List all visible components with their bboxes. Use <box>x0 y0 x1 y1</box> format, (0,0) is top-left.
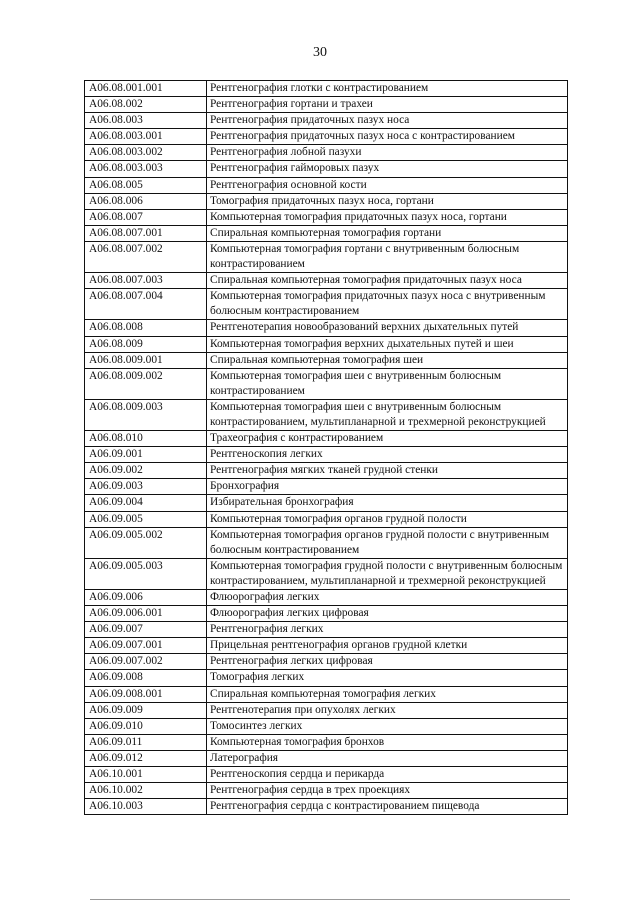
service-code-cell: A06.08.007.002 <box>85 241 207 272</box>
table-row <box>85 289 568 320</box>
service-name-cell: Компьютерная томография органов грудной полости с внутривенным болюсным контрастированием <box>207 527 568 558</box>
table-row <box>85 336 568 352</box>
service-code-cell: A06.09.002 <box>85 463 207 479</box>
service-name-cell: Компьютерная томография придаточных пазух носа, гортани <box>207 209 568 225</box>
service-name-cell: Компьютерная томография бронхов <box>207 734 568 750</box>
table-row <box>85 225 568 241</box>
service-code-cell: A06.09.001 <box>85 447 207 463</box>
table-row <box>85 558 568 589</box>
service-name-cell: Рентгеноскопия легких <box>207 447 568 463</box>
service-name-cell: Рентгенография сердца с контрастированием пищевода <box>207 799 568 815</box>
service-code-cell: A06.09.004 <box>85 495 207 511</box>
service-name-cell: Компьютерная томография гортани с внутривенным болюсным контрастированием <box>207 241 568 272</box>
service-name-cell: Спиральная компьютерная томография легких <box>207 686 568 702</box>
service-code-cell: A06.09.011 <box>85 734 207 750</box>
service-name-cell: Томография легких <box>207 670 568 686</box>
table-row <box>85 734 568 750</box>
service-code-cell: A06.08.005 <box>85 177 207 193</box>
table-row <box>85 702 568 718</box>
table-row <box>85 129 568 145</box>
service-code-cell: A06.09.007.001 <box>85 638 207 654</box>
service-code-cell: A06.08.007 <box>85 209 207 225</box>
table-row <box>85 447 568 463</box>
service-name-cell: Избирательная бронхография <box>207 495 568 511</box>
table-row <box>85 193 568 209</box>
service-name-cell: Рентгенография гайморовых пазух <box>207 161 568 177</box>
table-row <box>85 97 568 113</box>
services-table <box>84 80 568 815</box>
service-name-cell: Компьютерная томография шеи с внутривенным болюсным контрастированием, мультипланарной и трехмерной реконструкцией <box>207 399 568 430</box>
service-name-cell: Рентгенография глотки с контрастированием <box>207 81 568 97</box>
table-row <box>85 622 568 638</box>
page-number: 30 <box>313 45 327 60</box>
service-name-cell: Томография придаточных пазух носа, гортани <box>207 193 568 209</box>
service-name-cell: Компьютерная томография шеи с внутривенным болюсным контрастированием <box>207 368 568 399</box>
service-code-cell: A06.09.005 <box>85 511 207 527</box>
table-row <box>85 209 568 225</box>
service-code-cell: A06.08.006 <box>85 193 207 209</box>
service-code-cell: A06.09.007 <box>85 622 207 638</box>
table-row <box>85 495 568 511</box>
service-name-cell: Рентгенография легких <box>207 622 568 638</box>
service-code-cell: A06.10.001 <box>85 767 207 783</box>
table-row <box>85 511 568 527</box>
service-code-cell: A06.08.003.003 <box>85 161 207 177</box>
service-name-cell: Рентгенография гортани и трахеи <box>207 97 568 113</box>
service-name-cell: Рентгенография сердца в трех проекциях <box>207 783 568 799</box>
table-row <box>85 527 568 558</box>
service-name-cell: Компьютерная томография органов грудной полости <box>207 511 568 527</box>
service-name-cell: Спиральная компьютерная томография гортани <box>207 225 568 241</box>
table-row <box>85 368 568 399</box>
service-code-cell: A06.08.003 <box>85 113 207 129</box>
service-name-cell: Рентгенография придаточных пазух носа с контрастированием <box>207 129 568 145</box>
table-row <box>85 767 568 783</box>
service-name-cell: Компьютерная томография придаточных пазух носа с внутривенным болюсным контрастированием <box>207 289 568 320</box>
service-code-cell: A06.08.009.002 <box>85 368 207 399</box>
service-code-cell: A06.09.008.001 <box>85 686 207 702</box>
table-row <box>85 463 568 479</box>
service-code-cell: A06.09.010 <box>85 718 207 734</box>
service-name-cell: Томосинтез легких <box>207 718 568 734</box>
service-name-cell: Флюорография легких <box>207 590 568 606</box>
service-code-cell: A06.08.009 <box>85 336 207 352</box>
service-code-cell: A06.08.007.004 <box>85 289 207 320</box>
service-code-cell: A06.09.006 <box>85 590 207 606</box>
service-name-cell: Трахеография с контрастированием <box>207 431 568 447</box>
service-code-cell: A06.09.009 <box>85 702 207 718</box>
service-name-cell: Рентгеноскопия сердца и перикарда <box>207 767 568 783</box>
table-row <box>85 783 568 799</box>
table-row <box>85 352 568 368</box>
service-code-cell: A06.09.012 <box>85 750 207 766</box>
table-row <box>85 145 568 161</box>
service-code-cell: A06.08.010 <box>85 431 207 447</box>
service-code-cell: A06.08.008 <box>85 320 207 336</box>
service-code-cell: A06.08.002 <box>85 97 207 113</box>
service-code-cell: A06.09.008 <box>85 670 207 686</box>
table-row <box>85 113 568 129</box>
table-row <box>85 241 568 272</box>
service-code-cell: A06.09.005.003 <box>85 558 207 589</box>
service-code-cell: A06.09.006.001 <box>85 606 207 622</box>
service-code-cell: A06.09.005.002 <box>85 527 207 558</box>
service-code-cell: A06.10.003 <box>85 799 207 815</box>
table-row <box>85 81 568 97</box>
service-name-cell: Компьютерная томография грудной полости с внутривенным болюсным контрастированием, мультипланарной и трехмерной реконструкцией <box>207 558 568 589</box>
service-code-cell: A06.08.009.003 <box>85 399 207 430</box>
table-row <box>85 654 568 670</box>
service-code-cell: A06.08.003.002 <box>85 145 207 161</box>
table-row <box>85 799 568 815</box>
service-code-cell: A06.09.003 <box>85 479 207 495</box>
table-row <box>85 686 568 702</box>
service-name-cell: Рентгенография придаточных пазух носа <box>207 113 568 129</box>
table-row <box>85 638 568 654</box>
table-row <box>85 177 568 193</box>
service-name-cell: Рентгенография мягких тканей грудной стенки <box>207 463 568 479</box>
service-code-cell: A06.09.007.002 <box>85 654 207 670</box>
service-name-cell: Латерография <box>207 750 568 766</box>
table-row <box>85 670 568 686</box>
services-table-body <box>85 81 568 815</box>
service-name-cell: Компьютерная томография верхних дыхательных путей и шеи <box>207 336 568 352</box>
service-name-cell: Рентгенотерапия при опухолях легких <box>207 702 568 718</box>
table-row <box>85 606 568 622</box>
service-name-cell: Бронхография <box>207 479 568 495</box>
service-code-cell: A06.08.007.001 <box>85 225 207 241</box>
service-code-cell: A06.08.003.001 <box>85 129 207 145</box>
table-row <box>85 273 568 289</box>
table-row <box>85 161 568 177</box>
service-code-cell: A06.08.007.003 <box>85 273 207 289</box>
service-name-cell: Рентгенография основной кости <box>207 177 568 193</box>
table-row <box>85 320 568 336</box>
service-name-cell: Рентгенотерапия новообразований верхних дыхательных путей <box>207 320 568 336</box>
table-row <box>85 750 568 766</box>
service-name-cell: Рентгенография лобной пазухи <box>207 145 568 161</box>
table-row <box>85 399 568 430</box>
service-name-cell: Рентгенография легких цифровая <box>207 654 568 670</box>
service-code-cell: A06.10.002 <box>85 783 207 799</box>
service-name-cell: Спиральная компьютерная томография шеи <box>207 352 568 368</box>
service-name-cell: Флюорография легких цифровая <box>207 606 568 622</box>
bottom-divider <box>90 899 570 900</box>
table-row <box>85 431 568 447</box>
service-name-cell: Прицельная рентгенография органов грудной клетки <box>207 638 568 654</box>
service-name-cell: Спиральная компьютерная томография придаточных пазух носа <box>207 273 568 289</box>
table-row <box>85 590 568 606</box>
table-row <box>85 718 568 734</box>
service-code-cell: A06.08.009.001 <box>85 352 207 368</box>
table-row <box>85 479 568 495</box>
service-code-cell: A06.08.001.001 <box>85 81 207 97</box>
